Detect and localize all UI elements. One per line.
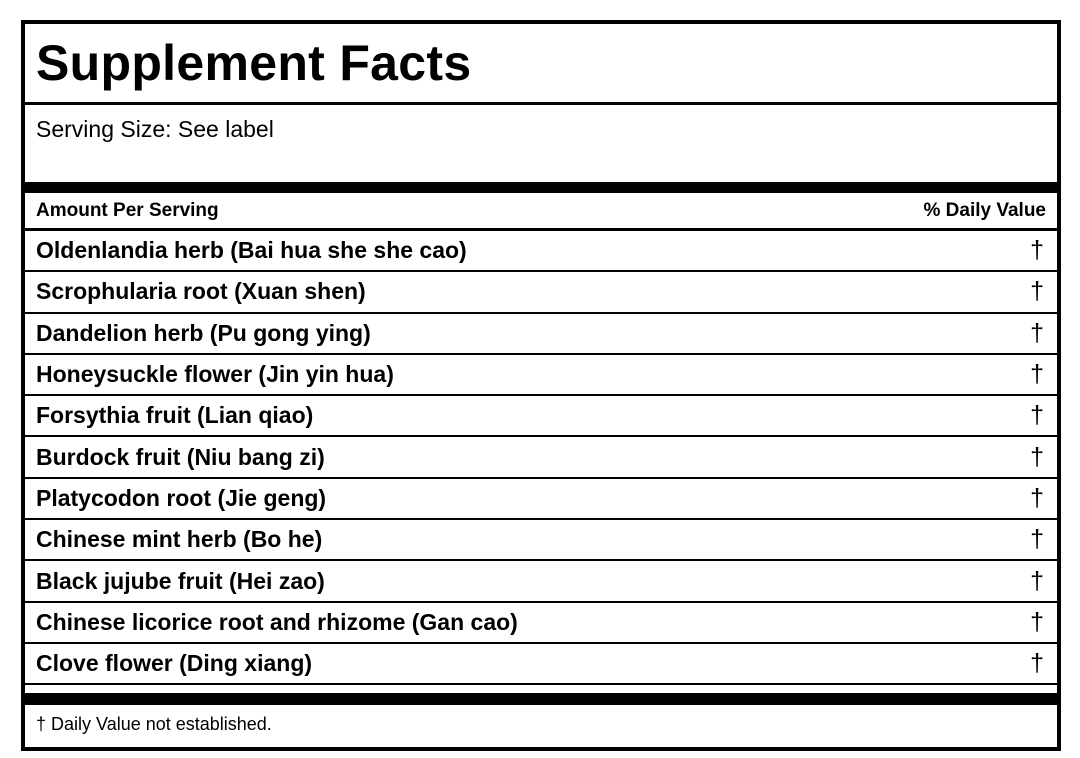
daily-value-dagger: † — [1030, 442, 1044, 471]
serving-section — [25, 105, 1057, 182]
daily-value-dagger: † — [1030, 236, 1044, 265]
title-section — [25, 24, 1057, 105]
ingredient-list — [25, 231, 1057, 685]
ingredient-name: Forsythia fruit (Lian qiao) — [36, 402, 314, 429]
ingredient-name: Platycodon root (Jie geng) — [36, 484, 327, 511]
thick-divider-top — [25, 182, 1057, 193]
ingredient-name: Chinese licorice root and rhizome (Gan cao) — [36, 608, 518, 635]
ingredient-name: Honeysuckle flower (Jin yin hua) — [36, 361, 394, 388]
ingredient-row — [25, 479, 1057, 520]
ingredient-name: Oldenlandia herb (Bai hua she she cao) — [36, 237, 467, 264]
serving-size: Serving Size: See label — [36, 116, 274, 142]
daily-value-dagger: † — [1030, 483, 1044, 512]
ingredient-row — [25, 231, 1057, 272]
daily-value-dagger: † — [1030, 566, 1044, 595]
ingredient-row — [25, 355, 1057, 396]
daily-value-dagger: † — [1030, 277, 1044, 306]
supplement-facts-panel — [21, 20, 1061, 751]
thick-divider-bottom — [25, 693, 1057, 703]
ingredient-row — [25, 644, 1057, 685]
ingredient-name: Clove flower (Ding xiang) — [36, 650, 313, 677]
footnote: † Daily Value not established. — [36, 714, 272, 735]
ingredient-row — [25, 603, 1057, 644]
daily-value-header: % Daily Value — [923, 199, 1046, 221]
ingredient-name: Burdock fruit (Niu bang zi) — [36, 443, 325, 470]
daily-value-dagger: † — [1030, 607, 1044, 636]
ingredient-name: Chinese mint herb (Bo he) — [36, 526, 323, 553]
column-header-row — [25, 193, 1057, 231]
amount-per-serving-header: Amount Per Serving — [36, 199, 219, 221]
ingredient-row — [25, 520, 1057, 561]
ingredient-row — [25, 561, 1057, 602]
daily-value-dagger: † — [1030, 649, 1044, 678]
page-title: Supplement Facts — [36, 35, 472, 91]
footnote-section — [25, 703, 1057, 739]
daily-value-dagger: † — [1030, 360, 1044, 389]
daily-value-dagger: † — [1030, 318, 1044, 347]
ingredient-row — [25, 314, 1057, 355]
ingredient-name: Dandelion herb (Pu gong ying) — [36, 319, 371, 346]
ingredient-row — [25, 437, 1057, 478]
spacer — [25, 685, 1057, 693]
ingredient-row — [25, 272, 1057, 313]
daily-value-dagger: † — [1030, 401, 1044, 430]
ingredient-name: Scrophularia root (Xuan shen) — [36, 278, 366, 305]
daily-value-dagger: † — [1030, 525, 1044, 554]
ingredient-row — [25, 396, 1057, 437]
ingredient-name: Black jujube fruit (Hei zao) — [36, 567, 325, 594]
